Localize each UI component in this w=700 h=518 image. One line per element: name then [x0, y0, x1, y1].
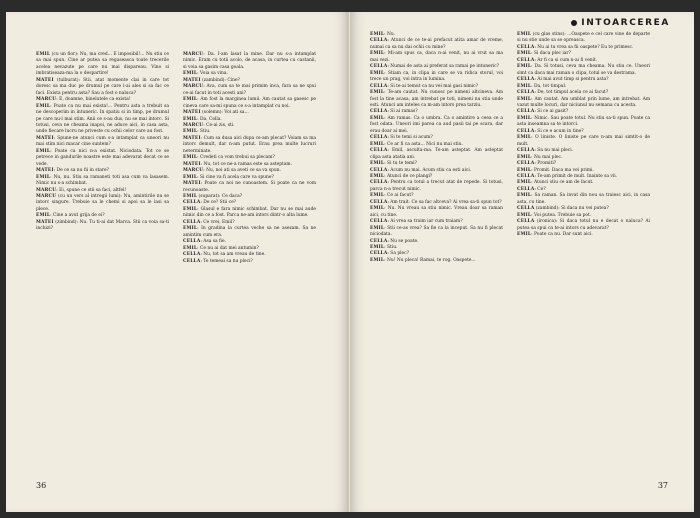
left-page-column-1 — [36, 52, 169, 233]
dialogue-line: CELLA: Sa plec? — [370, 251, 409, 257]
speaker-name: EMIL — [517, 135, 532, 141]
dialogue-line: EMIL: Stiu. — [370, 244, 398, 250]
dialogue-line: EMIL: Glasul e fara nimic schimbat. Dar nu se mai aude nimic din ce a fost. Parca ne-am intors dintr-o alta lume. — [183, 206, 316, 219]
speaker-name: MARCU — [36, 187, 57, 193]
speaker-name: EMIL — [36, 148, 51, 154]
speaker-name: EMIL — [183, 116, 198, 122]
speaker-name: MARCU — [183, 168, 204, 174]
dialogue-line: EMIL: O liniste. O liniste pe care n-am mai simtit-o de mult. — [517, 135, 650, 147]
dialogue-line: EMIL: Nu, nu. Stiu sa ramaneti toti asa cum va lasasem. Nimic nu s-a schimbat. — [36, 174, 169, 187]
speaker-name: CELLA — [517, 128, 535, 134]
right-page-column-1 — [370, 32, 503, 264]
dialogue-line: CELLA: Nu, tot sa am vreau de tine. — [183, 252, 266, 258]
dialogue-line: CELLA: De, tot timpul acela ce ai facut? — [517, 90, 609, 96]
dialogue-line: MATEI (tulburat): Stii, atat momente clai in care tot doresc sa ma duc pe drumul pe care l-ai ales si sa fac ce faci. Exista pentru asta? Sau a fost o naluca? — [36, 77, 169, 96]
dialogue-line: EMIL (cu glas stins): ...Oaspete e cel care vine de departe si nu stie unde sa se opreasca. — [517, 32, 650, 44]
dialogue-line: CELLA: Te temeai sa nu pleci? — [183, 258, 253, 264]
dialogue-line: MATEI (zambind): Cine? — [183, 77, 240, 83]
dialogue-line: EMIL: Da, Cella. — [183, 116, 222, 122]
left-page-column-2 — [183, 52, 316, 265]
dialogue-line: CELLA: Sa nu mai pleci. — [517, 148, 574, 154]
dialogue-line: CELLA: Si ai ramas? — [370, 109, 418, 115]
speaker-name: CELLA — [183, 200, 201, 206]
speaker-name: EMIL — [370, 225, 385, 231]
speaker-name: CELLA — [370, 38, 388, 44]
speaker-name: EMIL — [517, 32, 532, 37]
speaker-name: MATEI — [183, 110, 201, 116]
speaker-name: CELLA — [183, 219, 201, 225]
speaker-name: CELLA — [517, 90, 535, 96]
dialogue-line: MARCU: Ce-ai zis, sti. — [183, 122, 235, 128]
dialogue-line: EMIL: Atunci stiu ce am de facut. — [517, 180, 594, 186]
dialogue-line: CELLA: Asa sa fie. — [183, 239, 226, 245]
speaker-name: EMIL — [370, 161, 385, 167]
dialogue-line: CELLA: Ai vrea sa traim iar cum traiam? — [370, 219, 463, 225]
speaker-name: CELLA — [370, 238, 388, 244]
speaker-name: EMIL — [36, 103, 51, 109]
dialogue-line: CELLA: Ce vrei, Emil? — [183, 219, 235, 225]
dialogue-line: MARCU: Ava, cum sa te mai primim inca, fara sa ne spui ce-ai facut in toti acesti ani? — [183, 84, 316, 96]
dialogue-line: EMIL: Nu. — [370, 32, 396, 37]
speaker-name: MARCU — [183, 52, 204, 57]
bullet-icon — [571, 20, 577, 26]
speaker-name: CELLA — [370, 219, 388, 225]
dialogue-line: CELLA: Te-am primit de mult. Inainte sa vii. — [517, 173, 618, 179]
dialogue-line: CELLA: Ai mai avut timp si pentru asta? — [517, 77, 609, 83]
dialogue-line: MARCU: Da. I-am lasat la mine. Dar nu s-a intamplat nimic. Eram cu totii acolo, de acasa, in curtea cu castanii, si voia sa gasim casa goala. — [183, 52, 316, 70]
speaker-name: MATEI — [36, 135, 54, 141]
dialogue-line: MATEI: Poate ca noi ne cunoastem. Si poate ca ne vom recunoaste. — [183, 181, 316, 193]
speaker-name: CELLA — [370, 148, 388, 154]
speaker-name: EMIL — [370, 244, 385, 250]
dialogue-line: EMIL: Stiam ca, in clipa in care se va ridica storul, voi trece un prag, voi intra in lumina. — [370, 70, 503, 83]
dialogue-line: MATEI: Nu, tot ce ne-a ramas este sa asteptam. — [183, 161, 292, 167]
dialogue-line: MATEI: Cum sa dusa aici dupa ce-am plecat? Voiam sa ma intorc demult, dar n-am putut. Erau prea multe lucruri neterminate. — [183, 135, 316, 154]
dialogue-line: EMIL: Am cautat. Am umblat prin lume, am intrebat. Am vazut multe locuri, dar niciunul nu semana cu acesta. — [517, 96, 650, 108]
speaker-name: EMIL — [183, 206, 198, 212]
speaker-name: EMIL — [517, 180, 532, 186]
dialogue-line: EMIL: Credeti ca vom trebui sa plecam? — [183, 155, 275, 161]
speaker-name: MATEI — [183, 161, 201, 167]
dialogue-line: EMIL: Si daca plec iar? — [517, 51, 571, 57]
dialogue-line: EMIL: Te-am cautat. Nu cunosc pe nimeni altcineva. Am fost la tine acasa, am intrebat pe toti, nimeni nu stia unde esti. Atunci am inteles ca m-am intors prea tarziu. — [370, 90, 503, 108]
speaker-name: EMIL — [517, 96, 532, 102]
dialogue-line: CELLA: Si ce ai gasit? — [517, 109, 569, 115]
dialogue-line: EMIL: Ce nu ai dat mei antumin? — [183, 245, 259, 251]
dialogue-line: EMIL: Mi-am spus ca, daca n-ai venit, nu ai vrut sa ma mai vezi. — [370, 51, 503, 63]
dialogue-line: MARCU: Nu, noi ati sa aveti ce sa va spun. — [183, 168, 281, 174]
dialogue-line: EMIL: Voi putea. Trebuie sa pot. — [517, 212, 592, 218]
dialogue-line: EMIL: Sa raman. Sa invat din nou sa traiesc aici, in casa asta, cu tine. — [517, 193, 650, 205]
dialogue-line: CELLA: Nu se poate. — [370, 238, 419, 244]
dialogue-line: EMIL: Ce ai facut? — [370, 193, 414, 199]
left-page — [6, 12, 349, 512]
speaker-name: CELLA — [517, 148, 535, 154]
dialogue-line: CELLA: Emil, asculta-ma. Te-am asteptat. Am asteptat clipa asta atatia ani. — [370, 148, 503, 160]
dialogue-line: CELLA (zambind): Si daca nu vei putea? — [517, 206, 609, 212]
dialogue-line: EMIL: Nu! Nu pleca! Ramai, te rog. Oaspete... — [370, 257, 476, 263]
speaker-name: EMIL — [36, 174, 51, 180]
speaker-name: EMIL — [370, 257, 385, 263]
speaker-name: EMIL — [36, 213, 51, 219]
dialogue-line: CELLA: Pentru ca totul a trecut atat de repede. Si totusi, parca n-a trecut nimic. — [370, 180, 503, 192]
speaker-name: CELLA — [370, 180, 388, 186]
dialogue-line: EMIL: Am ramas. Ca o umbra. Ca o amintire a ceea ce a fost odata. Uneori imi parea ca aud pasii tai pe scara, dar erau doar ai mei. — [370, 115, 503, 134]
right-page-column-2 — [517, 32, 650, 239]
speaker-name: EMIL — [517, 232, 532, 238]
dialogue-line: EMIL: Atunci de ce plangi? — [370, 173, 433, 179]
speaker-name: EMIL — [517, 154, 532, 160]
dialogue-line: MATEI: De ce sa nu fii in stare? — [36, 168, 109, 174]
dialogue-line: EMIL: Stiu. — [183, 129, 211, 135]
speaker-name: CELLA — [370, 64, 388, 70]
dialogue-line: CELLA (ironica): Si daca totul nu e decat o naluca? Ai putea sa spui ca te-ai intors cu adevarat? — [517, 219, 650, 231]
dialogue-line: EMIL: Si tu te temi? — [370, 161, 417, 167]
speaker-name: EMIL — [183, 174, 198, 180]
speaker-name: MATEI — [36, 168, 54, 174]
speaker-name: EMIL — [370, 51, 385, 57]
running-header — [571, 18, 670, 28]
dialogue-line: MATEI (zimbind): Nu. Tu ti-ai dat Marca. Stii ca voia sa-ti inchizi? — [36, 219, 169, 232]
speaker-name: CELLA — [370, 83, 388, 89]
dialogue-line: EMIL: Poate ca nu mai exista!... Pentru asta a trebuit sa ne descoperim in intuneric. In spatiu si in timp, pe drumul pe care nu-l mai stim. Anii ce s-au dus, nu se mai intorc. Si totusi, ceva ne cheama inapoi, ne aduce aici, in casa asta, unde fiecare lucru ne priveste cu ochii celor care au fost. — [36, 103, 169, 135]
dialogue-line: MATEI (solemn): Voi ati sa... — [183, 110, 249, 116]
book-spread — [6, 12, 694, 512]
speaker-name: CELLA — [370, 167, 388, 173]
dialogue-line: CELLA: Nu ai tu vrea sa fii oaspete? Eu te primesc. — [517, 44, 634, 50]
speaker-name: CELLA — [517, 57, 535, 63]
dialogue-line: CELLA: Ar fi ca si cum n-ai fi venit. — [517, 57, 598, 63]
dialogue-line: CELLA: Si te-ai temut ca nu vei mai gasi nimic? — [370, 83, 478, 89]
dialogue-line: EMIL: Nu mai plec. — [517, 154, 563, 160]
dialogue-line: MARCU (cu un vers al intregii lumi): Nu, amintirile nu se intorc singure. Trebuie sa le chemi si apoi sa le lasi sa plece. — [36, 193, 169, 212]
speaker-name: EMIL — [370, 70, 385, 76]
dialogue-line: EMIL: Poate ca nici n-a existat. Niciodata. Tot ce se petrece in gandurile noastre este mai adevarat decat ce se vede. — [36, 148, 169, 167]
header-title: INTOARCEREA — [581, 18, 670, 28]
speaker-name: MARCU — [36, 97, 57, 103]
speaker-name: EMIL — [36, 52, 51, 57]
dialogue-line: CELLA: Ce? — [517, 186, 546, 192]
speaker-name: CELLA — [517, 206, 535, 212]
speaker-name: MATEI — [36, 77, 54, 83]
speaker-name: EMIL — [370, 173, 385, 179]
dialogue-line: MARCU: E, doamne, binelutele ca exista! — [36, 97, 131, 103]
dialogue-line: EMIL: Poate ca nu. Dar sunt aici. — [517, 232, 593, 238]
speaker-name: EMIL — [183, 71, 198, 77]
dialogue-line: EMIL (suparat): Ce daca? — [183, 193, 243, 199]
speaker-name: CELLA — [517, 173, 535, 179]
dialogue-line: CELLA: Numai de asta ai preferat sa ramai pe intuneric? — [370, 64, 499, 70]
dialogue-line: CELLA: Si te temi si acum? — [370, 135, 433, 141]
speaker-name: CELLA — [183, 258, 201, 264]
speaker-name: EMIL — [517, 51, 532, 57]
speaker-name: CELLA — [370, 251, 388, 257]
dialogue-line: CELLA: Am trait. Ce sa fac altceva? Ai vrea sa-ti spun tot? — [370, 199, 502, 205]
dialogue-line: MARCU: Ei, spune ce stii sa faci, altfel! — [36, 187, 127, 193]
dialogue-line: EMIL (cu un fior): Nu, ma cred... E imposibil!... Nu stiu ce sa mai spun. Cine ar putea sa regaseasca toate trecerile acelea nevazute pe care nu mai dispareau. Vino si imbratiseaza-ma la o despartire! — [36, 52, 169, 77]
speaker-name: EMIL — [517, 167, 532, 173]
dialogue-line: EMIL: Nimic. Sau poate totul. Nu stiu sa-ti spun. Poate ca asta inseamna sa te intorci. — [517, 115, 650, 128]
speaker-name: EMIL — [370, 115, 385, 121]
speaker-name: CELLA — [517, 219, 535, 225]
speaker-name: EMIL — [183, 193, 198, 199]
speaker-name: EMIL — [183, 97, 198, 103]
speaker-name: CELLA — [183, 252, 201, 258]
speaker-name: EMIL — [370, 32, 385, 37]
speaker-name: EMIL — [517, 64, 532, 70]
speaker-name: CELLA — [517, 161, 535, 167]
dialogue-line: CELLA: Si ce e acum in tine? — [517, 128, 584, 134]
speaker-name: EMIL — [517, 212, 532, 218]
speaker-name: CELLA — [517, 44, 535, 50]
dialogue-line: CELLA: Acum nu mai. Acum stiu ca esti aici. — [370, 167, 472, 173]
dialogue-line: EMIL: Ce ar fi ca asta... Nici nu mai stiu. — [370, 141, 463, 147]
speaker-name: MATEI — [183, 135, 201, 141]
speaker-name: EMIL — [517, 115, 532, 121]
speaker-name: EMIL — [370, 193, 385, 199]
speaker-name: CELLA — [517, 186, 535, 192]
speaker-name: MATEI — [36, 219, 54, 225]
dialogue-line: EMIL: Si cine va fi acela care va spune? — [183, 174, 274, 180]
speaker-name: EMIL — [370, 90, 385, 96]
speaker-name: EMIL — [370, 141, 385, 147]
speaker-name: MARCU — [183, 122, 204, 128]
speaker-name: MATEI — [183, 77, 201, 83]
dialogue-line: EMIL: Promit. Daca ma vei primi. — [517, 167, 594, 173]
dialogue-line: EMIL: Da, tot timpul. — [517, 83, 567, 89]
dialogue-line: CELLA: Atunci de ce te-ai prefacut atita amar de vreme, numai ca sa nu dai ochii cu mine? — [370, 38, 503, 50]
speaker-name: EMIL — [517, 83, 532, 89]
speaker-name: EMIL — [370, 206, 385, 212]
left-page-number: 36 — [36, 481, 47, 490]
speaker-name: CELLA — [517, 109, 535, 115]
speaker-name: MARCU — [36, 193, 57, 199]
speaker-name: EMIL — [517, 193, 532, 199]
dialogue-line: MATEI: Spune-ne atunci cum s-a intamplat ca uneori nu mai stim nici macar cine suntem? — [36, 135, 169, 148]
dialogue-line: EMIL: Nu. Nu vreau sa stiu nimic. Vreau doar sa raman aici, cu tine. — [370, 206, 503, 218]
dialogue-line: CELLA: Promiti? — [517, 161, 557, 167]
dialogue-line: EMIL: In gradina la curtea veche sa ne asezam. Sa ne amintim cum era. — [183, 226, 316, 238]
right-page-number: 37 — [657, 481, 668, 490]
speaker-name: EMIL — [183, 155, 198, 161]
speaker-name: CELLA — [183, 239, 201, 245]
right-page — [350, 12, 694, 512]
dialogue-line: EMIL: Voia sa vina. — [183, 71, 228, 77]
speaker-name: EMIL — [183, 245, 198, 251]
speaker-name: CELLA — [370, 109, 388, 115]
dialogue-line: EMIL: Cine a avut grija de ei? — [36, 213, 105, 219]
speaker-name: EMIL — [183, 226, 198, 232]
dialogue-line: EMIL: Da. Si totusi, ceva ma cheama. Nu stiu ce. Uneori simt ca daca mai raman o clipa, totul se va destrama. — [517, 64, 650, 76]
dialogue-line: EMIL: Stii ce-as vrea? Sa fie ca la inceput. Sa nu fi plecat niciodata. — [370, 225, 503, 238]
dialogue-line: EMIL: Am fost la marginea lumii. Am cautat sa gasesc pe cineva care sa-mi spuna ce s-a intamplat cu noi. — [183, 97, 316, 109]
speaker-name: EMIL — [183, 129, 198, 135]
speaker-name: MARCU — [183, 84, 204, 90]
speaker-name: MATEI — [183, 181, 201, 187]
speaker-name: CELLA — [370, 199, 388, 205]
speaker-name: CELLA — [517, 77, 535, 83]
speaker-name: CELLA — [370, 135, 388, 141]
dialogue-line: CELLA: De ce? Stii ce? — [183, 200, 237, 206]
